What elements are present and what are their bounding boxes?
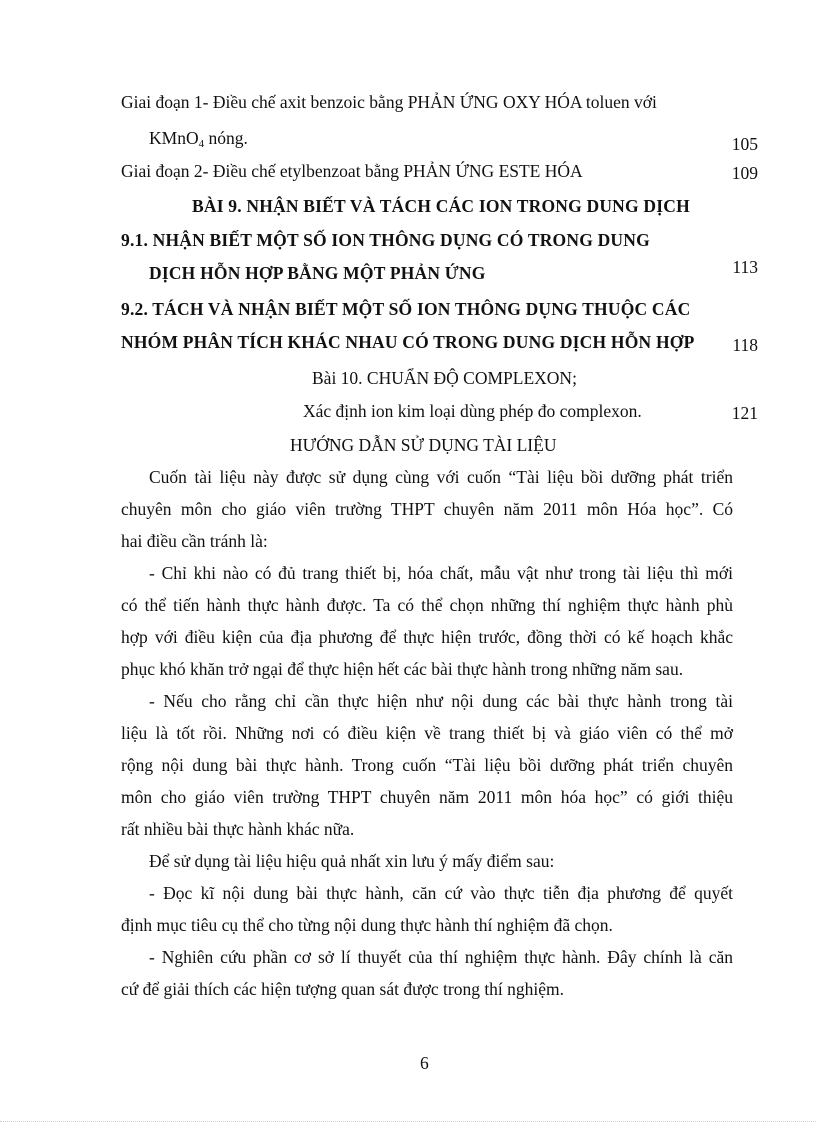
guide-p3-line3: rộng nội dung bài thực hành. Trong cuốn “Tài liệu bồi dưỡng phát triển chuyên <box>121 755 733 775</box>
toc-section92-line1: 9.2. TÁCH VÀ NHẬN BIẾT MỘT SỐ ION THÔNG DỤNG THUỘC CÁC <box>121 299 691 319</box>
toc-stage1-page: 105 <box>731 134 758 154</box>
guide-p3-line5: rất nhiều bài thực hành khác nữa. <box>121 819 355 839</box>
toc-section91-page: 113 <box>732 257 758 277</box>
guide-p5-line1: - Đọc kĩ nội dung bài thực hành, căn cứ vào thực tiễn địa phương để quyết <box>149 883 733 903</box>
formula-subscript: 4 <box>198 138 205 150</box>
guide-p3-line1: - Nếu cho rằng chỉ cần thực hiện như nội dung các bài thực hành trong tài <box>149 691 733 711</box>
toc-section92-line2: NHÓM PHÂN TÍCH KHÁC NHAU CÓ TRONG DUNG DỊCH HỖN HỢP <box>121 332 695 352</box>
guide-p2-line3: hợp với điều kiện của địa phương để thực hiện trước, đồng thời có kế hoạch khắc <box>121 627 733 647</box>
toc-section91-line2: DỊCH HỖN HỢP BẰNG MỘT PHẢN ỨNG <box>149 263 486 283</box>
guide-p4-line1: Để sử dụng tài liệu hiệu quả nhất xin lưu ý mấy điểm sau: <box>149 851 555 871</box>
toc-lesson10-page: 121 <box>731 403 758 423</box>
toc-lesson9-title: BÀI 9. NHẬN BIẾT VÀ TÁCH CÁC ION TRONG DUNG DỊCH <box>192 196 690 216</box>
guide-p3-line2: liệu là tốt rồi. Những nơi có điều kiện về trang thiết bị và giáo viên có thể mở <box>121 723 733 743</box>
guide-p1-line1: Cuốn tài liệu này được sử dụng cùng với cuốn “Tài liệu bồi dưỡng phát triển <box>149 467 733 487</box>
guide-p1-line2: chuyên môn cho giáo viên trường THPT chuyên năm 2011 môn Hóa học”. Có <box>121 499 733 519</box>
guide-p2-line4: phục khó khăn trở ngại để thực hiện hết các bài thực hành trong những năm sau. <box>121 659 684 679</box>
guide-p3-line4: môn cho giáo viên trường THPT chuyên năm 2011 môn hóa học” có giới thiệu <box>121 787 733 807</box>
formula-text: KMnO <box>149 128 199 148</box>
toc-section92-page: 118 <box>732 335 758 355</box>
toc-lesson10-title: Bài 10. CHUẨN ĐỘ COMPLEXON; <box>312 368 577 388</box>
page-bottom-divider <box>0 1121 816 1122</box>
guide-p1-line3: hai điều cần tránh là: <box>121 531 268 551</box>
formula-suffix: nóng. <box>204 128 248 148</box>
toc-stage2-page: 109 <box>731 163 758 183</box>
page-number: 6 <box>420 1053 429 1073</box>
toc-stage2-line: Giai đoạn 2- Điều chế etylbenzoat bằng PHẢN ỨNG ESTE HÓA <box>121 161 583 181</box>
guide-heading: HƯỚNG DẪN SỬ DỤNG TÀI LIỆU <box>290 435 557 455</box>
guide-p6-line2: cứ để giải thích các hiện tượng quan sát được trong thí nghiệm. <box>121 979 565 999</box>
toc-stage1-line2 <box>149 127 248 149</box>
toc-section91-line1: 9.1. NHẬN BIẾT MỘT SỐ ION THÔNG DỤNG CÓ TRONG DUNG <box>121 230 650 250</box>
guide-p2-line2: có thể tiến hành thực hành được. Ta có thể chọn những thí nghiệm thực hành phù <box>121 595 733 615</box>
toc-stage1-line1: Giai đoạn 1- Điều chế axit benzoic bằng PHẢN ỨNG OXY HÓA toluen với <box>121 92 657 112</box>
guide-p5-line2: định mục tiêu cụ thể cho từng nội dung thực hành thí nghiệm đã chọn. <box>121 915 613 935</box>
toc-lesson10-subtitle: Xác định ion kim loại dùng phép đo complexon. <box>303 401 642 421</box>
guide-p6-line1: - Nghiên cứu phần cơ sở lí thuyết của thí nghiệm thực hành. Đây chính là căn <box>149 947 733 967</box>
guide-p2-line1: - Chỉ khi nào có đủ trang thiết bị, hóa chất, mẫu vật như trong tài liệu thì mới <box>149 563 733 583</box>
